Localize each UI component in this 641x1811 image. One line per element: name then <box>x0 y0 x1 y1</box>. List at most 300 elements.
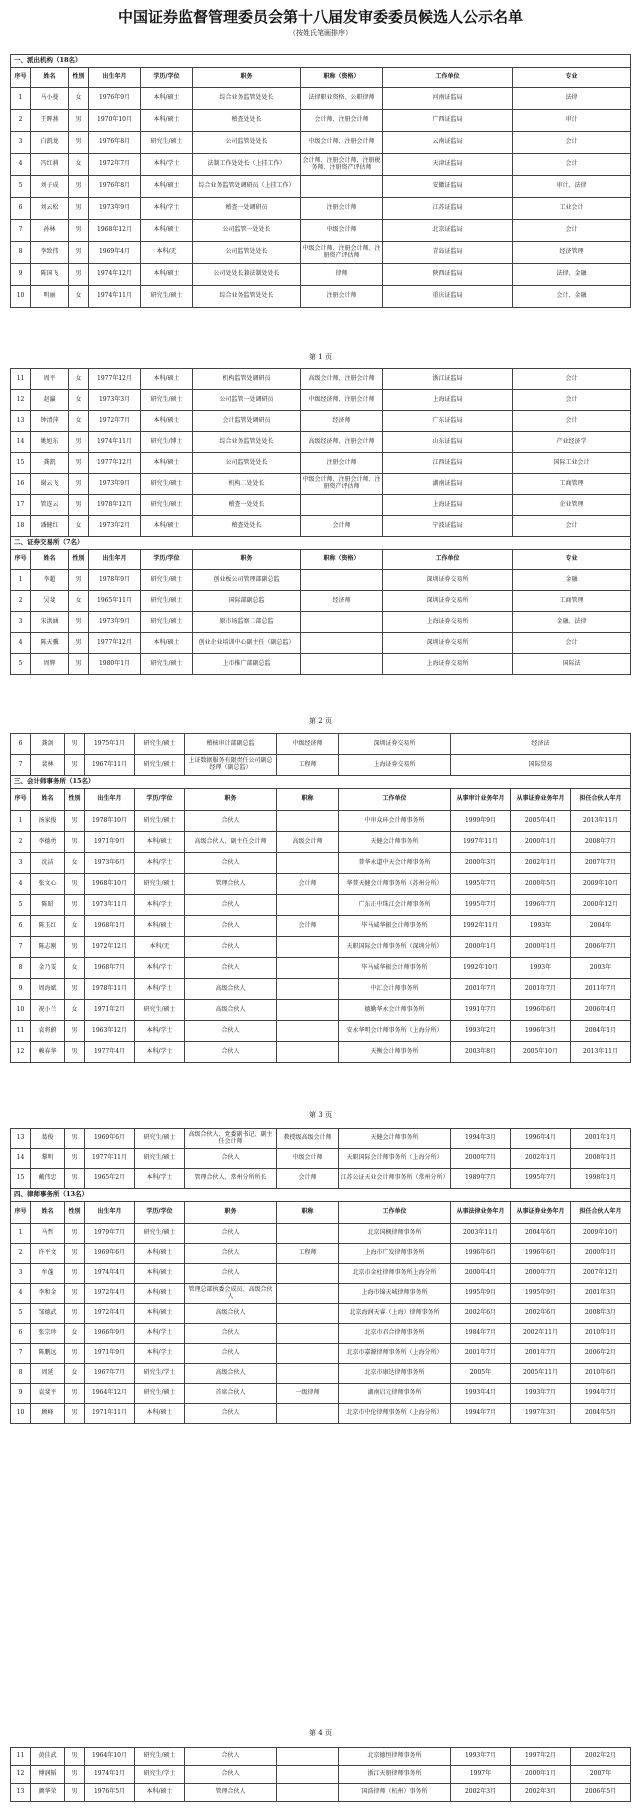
table-cell: 北京市中伦律师事务所（上海分所） <box>339 1404 451 1424</box>
column-header: 职称（资格） <box>301 68 383 88</box>
table-cell: 女 <box>69 154 89 176</box>
agency-exchange-table-page2 <box>10 368 631 675</box>
table-cell: 1993年7月 <box>511 1384 571 1404</box>
table-cell <box>301 612 383 633</box>
column-header: 学历/学位 <box>135 1202 185 1224</box>
table-cell: 国际贸易 <box>451 755 631 776</box>
table-cell <box>277 853 339 874</box>
table-cell: 1972年7月 <box>89 154 141 176</box>
table-cell: 傅润韬 <box>31 1766 65 1784</box>
table-cell: 女 <box>69 369 89 390</box>
table-cell: 会计监管处调研员 <box>193 411 301 432</box>
table-cell: 公司监管处处长 <box>193 242 301 264</box>
table-cell: 宁波证监局 <box>383 516 513 537</box>
page-number: 第 1 页 <box>309 353 332 361</box>
table-cell: 2004年1月 <box>571 1021 631 1042</box>
table-cell: 机构二处处长 <box>193 474 301 495</box>
table-cell: 龚凯 <box>31 453 69 474</box>
column-header: 姓名 <box>31 1202 65 1224</box>
table-cell: 2000年7月 <box>451 1149 511 1169</box>
table-cell: 金融 <box>513 570 631 591</box>
table-row <box>11 1021 631 1042</box>
table-cell: 合伙人 <box>185 1324 277 1344</box>
table-cell: 本科/学士 <box>135 979 185 1000</box>
table-cell: 冯红莉 <box>31 154 69 176</box>
table-cell: 会计师 <box>277 1169 339 1189</box>
table-cell: 15 <box>11 1169 31 1189</box>
column-header: 职称 <box>277 789 339 811</box>
table-cell: 创业企业培训中心副主任（副总监） <box>193 633 301 654</box>
table-cell: 本科/硕士 <box>141 110 193 132</box>
table-cell: 孙林 <box>31 220 69 242</box>
table-row <box>11 495 631 516</box>
table-cell: 1977年12月 <box>89 369 141 390</box>
table-cell: 3 <box>11 853 31 874</box>
table-cell: 本科/学士 <box>135 853 185 874</box>
table-cell: 2005年4月 <box>511 811 571 832</box>
table-cell: 9 <box>11 264 31 286</box>
table-cell: 2002年3月 <box>451 1784 511 1802</box>
table-cell: 湖南启元律师事务所 <box>339 1384 451 1404</box>
header-row <box>11 550 631 570</box>
column-header: 职务 <box>193 550 301 570</box>
table-cell: 工程师 <box>277 1244 339 1264</box>
table-cell: 1997年2月 <box>511 1748 571 1766</box>
table-cell: 4 <box>11 1284 31 1304</box>
table-row <box>11 1284 631 1304</box>
table-cell: 会计 <box>513 369 631 390</box>
table-cell: 工商管理 <box>513 474 631 495</box>
table-row <box>11 1784 631 1802</box>
table-cell: 2004年5月 <box>571 1404 631 1424</box>
table-cell: 本科/无 <box>135 937 185 958</box>
page-number: 第 4 页 <box>309 1729 332 1737</box>
table-row <box>11 1224 631 1244</box>
table-cell: 10 <box>11 286 31 308</box>
table-cell: 男 <box>69 612 89 633</box>
header-row <box>11 1202 631 1224</box>
table-cell: 女 <box>65 1324 85 1344</box>
table-cell: 国际工业会计 <box>513 453 631 474</box>
table-cell: 合伙人 <box>185 1224 277 1244</box>
table-cell: 会计师、注册会计师 <box>301 110 383 132</box>
table-cell: 上海证监局 <box>383 390 513 411</box>
table-row <box>11 264 631 286</box>
table-cell: 审计 <box>513 110 631 132</box>
table-cell: 研究生/硕士 <box>141 390 193 411</box>
table-cell <box>277 1021 339 1042</box>
document-subtitle: （按姓氏笔画排序） <box>289 29 352 37</box>
column-header: 序号 <box>11 68 31 88</box>
table-cell: 1993年7月 <box>451 1748 511 1766</box>
table-cell: 高级会计师 <box>277 832 339 853</box>
table-cell: 合伙人 <box>185 1042 277 1063</box>
table-cell: 周辉 <box>31 654 69 675</box>
table-cell: 马小曼 <box>31 88 69 110</box>
table-cell: 1968年7月 <box>85 958 135 979</box>
table-cell: 中级会计师 <box>301 220 383 242</box>
table-cell: 2002年1月 <box>511 853 571 874</box>
table-cell: 男 <box>69 242 89 264</box>
table-cell: 男 <box>69 474 89 495</box>
table-cell: 1989年7月 <box>451 1169 511 1189</box>
table-cell: 男 <box>69 110 89 132</box>
column-header: 学历/学位 <box>135 789 185 811</box>
table-cell: 龚剑 <box>31 734 65 755</box>
table-cell: 合伙人 <box>185 937 277 958</box>
table-cell: 山东证监局 <box>383 432 513 453</box>
table-cell: 会计师 <box>277 916 339 937</box>
table-cell: 德勤华永会计师事务所 <box>339 1000 451 1021</box>
column-header: 专业 <box>513 550 631 570</box>
table-cell: 研究生/博士 <box>141 432 193 453</box>
table-cell: 男 <box>69 264 89 286</box>
table-cell: 上市推广部副总监 <box>193 654 301 675</box>
table-cell: 刘云松 <box>31 198 69 220</box>
table-cell: 法律 <box>513 88 631 110</box>
table-cell: 金融、法律 <box>513 612 631 633</box>
table-cell: 研究生/硕士 <box>135 1748 185 1766</box>
table-cell: 中级会计师、注册会计师 <box>301 132 383 154</box>
table-cell: 1995年7月 <box>451 874 511 895</box>
table-cell: 男 <box>65 1304 85 1324</box>
column-header: 职务 <box>185 1202 277 1224</box>
table-cell: 2000年4月 <box>451 1264 511 1284</box>
table-cell: 本科/硕士 <box>141 176 193 198</box>
table-cell: 7 <box>11 937 31 958</box>
table-cell: 2006年5月 <box>571 1784 631 1802</box>
table-cell: 合伙人 <box>185 1021 277 1042</box>
table-cell: 12 <box>11 390 31 411</box>
table-cell: 研究生/硕士 <box>135 1224 185 1244</box>
table-cell: 5 <box>11 176 31 198</box>
table-row <box>11 979 631 1000</box>
column-header: 序号 <box>11 550 31 570</box>
table-cell: 本科/硕士 <box>135 1244 185 1264</box>
table-cell: 王晖燕 <box>31 110 69 132</box>
table-cell: 天衡会计师事务所 <box>339 1042 451 1063</box>
table-cell: 男 <box>65 1384 85 1404</box>
table-cell: 裴林 <box>31 755 65 776</box>
table-cell: 2000年3月 <box>451 853 511 874</box>
table-cell: 2 <box>11 832 31 853</box>
agency-table-page1 <box>10 54 631 308</box>
table-row <box>11 369 631 390</box>
table-cell: 会计 <box>513 411 631 432</box>
table-cell: 8 <box>11 242 31 264</box>
table-cell: 1971年11月 <box>85 1404 135 1424</box>
table-cell: 男 <box>65 1748 85 1766</box>
table-cell: 葛俊 <box>31 1129 65 1149</box>
section-heading: 三、会计师事务所（15名） <box>11 776 631 789</box>
table-cell: 本科/硕士 <box>141 88 193 110</box>
table-cell: 13 <box>11 1129 31 1149</box>
table-cell: 注册会计师 <box>301 286 383 308</box>
table-cell: 女 <box>69 591 89 612</box>
table-cell: 姚旭东 <box>31 432 69 453</box>
table-cell: 2000年7月 <box>511 1264 571 1284</box>
table-cell <box>277 937 339 958</box>
table-cell: 会计 <box>513 390 631 411</box>
table-cell: 18 <box>11 516 31 537</box>
table-cell: 吴斐 <box>31 591 69 612</box>
table-cell: 14 <box>11 1149 31 1169</box>
table-cell: 1967年11月 <box>85 755 135 776</box>
table-cell: 天健会计师事务所 <box>339 832 451 853</box>
table-cell: 2000年12月 <box>571 895 631 916</box>
table-row <box>11 516 631 537</box>
table-cell: 中级经济师、注册会计师 <box>301 390 383 411</box>
table-cell: 2008年3月 <box>571 1304 631 1324</box>
table-cell: 合伙人 <box>185 1748 277 1766</box>
table-cell: 2006年7月 <box>571 937 631 958</box>
table-row <box>11 1264 631 1284</box>
table-row <box>11 88 631 110</box>
table-row <box>11 958 631 979</box>
table-cell: 合伙人 <box>185 1766 277 1784</box>
table-cell: 合伙人 <box>185 853 277 874</box>
table-cell: 黄佳武 <box>31 1748 65 1766</box>
table-cell: 金乃雯 <box>31 958 65 979</box>
table-cell: 重庆证监局 <box>383 286 513 308</box>
table-cell: 会计师 <box>277 874 339 895</box>
section-heading: 四、律师事务所（13名） <box>11 1189 631 1202</box>
table-cell <box>277 1766 339 1784</box>
table-cell: 中级会计师、注册会计师、注册资产评估师 <box>301 474 383 495</box>
table-cell: 9 <box>11 979 31 1000</box>
table-cell: 研究生/硕士 <box>141 495 193 516</box>
column-header: 工作单位 <box>339 789 451 811</box>
table-cell: 天职国际会计师事务所（上海分所） <box>339 1149 451 1169</box>
column-header: 姓名 <box>31 550 69 570</box>
table-row <box>11 811 631 832</box>
column-header: 职务 <box>185 789 277 811</box>
table-cell: 男 <box>65 1766 85 1784</box>
table-cell: 江西证监局 <box>383 453 513 474</box>
table-cell: 11 <box>11 369 31 390</box>
table-cell: 男 <box>65 1344 85 1364</box>
table-cell: 1996年6月 <box>511 1244 571 1264</box>
table-cell <box>277 1364 339 1384</box>
table-cell: 1977年12月 <box>89 453 141 474</box>
table-row <box>11 570 631 591</box>
table-cell: 本科/硕士 <box>141 411 193 432</box>
table-cell: 本科/学士 <box>135 1021 185 1042</box>
table-cell: 12 <box>11 1766 31 1784</box>
column-header: 出生年月 <box>89 68 141 88</box>
table-row <box>11 1766 631 1784</box>
table-row <box>11 1129 631 1149</box>
table-cell: 深圳证券交易所 <box>383 591 513 612</box>
table-cell: 白凯龙 <box>31 132 69 154</box>
table-cell: 上海市广发律师事务所 <box>339 1244 451 1264</box>
table-row <box>11 411 631 432</box>
table-cell: 2008年7月 <box>571 832 631 853</box>
table-cell: 创业板公司管理部副总监 <box>193 570 301 591</box>
column-header: 出生年月 <box>85 1202 135 1224</box>
table-cell: 公司处处长兼法制处处长 <box>193 264 301 286</box>
table-cell: 2011年7月 <box>571 979 631 1000</box>
table-cell: 1973年2月 <box>89 516 141 537</box>
table-cell: 综合业务监管处处长 <box>193 286 301 308</box>
table-cell: 1979年7月 <box>85 1224 135 1244</box>
table-cell: 普华永道中天会计师事务所 <box>339 853 451 874</box>
table-cell: 1978年9月 <box>89 570 141 591</box>
table-cell: 研究生/硕士 <box>135 755 185 776</box>
table-cell: 1967年7月 <box>85 1364 135 1384</box>
table-cell: 浙江天册律师事务所 <box>339 1766 451 1784</box>
table-cell: 男 <box>69 176 89 198</box>
table-cell: 1965年11月 <box>89 591 141 612</box>
table-cell: 经济法 <box>451 734 631 755</box>
column-header: 职务 <box>193 68 301 88</box>
table-cell: 本科/硕士 <box>141 369 193 390</box>
table-cell: 高级合伙人、党委副书记、副主任会计师 <box>185 1129 277 1149</box>
column-header: 从事证券业务年月 <box>511 789 571 811</box>
table-cell: 4 <box>11 874 31 895</box>
table-cell: 李和金 <box>31 1284 65 1304</box>
table-cell: 本科/学士 <box>141 154 193 176</box>
table-cell: 1966年9月 <box>85 1324 135 1344</box>
table-cell <box>277 1264 339 1284</box>
table-cell: 2009年10月 <box>571 1224 631 1244</box>
table-cell: 2002年6月 <box>451 1304 511 1324</box>
table-cell <box>277 811 339 832</box>
table-cell: 1973年9月 <box>89 612 141 633</box>
table-cell: 研究生/硕士 <box>141 286 193 308</box>
table-cell: 研究生/硕士 <box>141 591 193 612</box>
table-cell: 1976年9月 <box>89 88 141 110</box>
table-cell: 高级会计师、注册会计师 <box>301 369 383 390</box>
table-cell <box>301 495 383 516</box>
table-cell: 男 <box>69 570 89 591</box>
table-cell: 1976年8月 <box>89 176 141 198</box>
section-heading: 一、派出机构（18名） <box>11 55 631 68</box>
table-cell: 1977年11月 <box>85 1149 135 1169</box>
table-cell: 会计师 <box>301 516 383 537</box>
page-number: 第 2 页 <box>309 717 332 725</box>
table-cell: 稽查一处调研员 <box>193 198 301 220</box>
table-cell: 湖南证监局 <box>383 474 513 495</box>
table-cell: 1975年1月 <box>85 734 135 755</box>
table-cell: 2000年1月 <box>511 1766 571 1784</box>
column-header: 担任合伙人年月 <box>571 789 631 811</box>
table-cell: 赵瀛 <box>31 390 69 411</box>
table-cell: 张宗珍 <box>31 1324 65 1344</box>
table-row <box>11 220 631 242</box>
table-cell: 女 <box>69 88 89 110</box>
table-row <box>11 591 631 612</box>
table-cell: 女 <box>69 516 89 537</box>
table-cell: 1968年12月 <box>89 220 141 242</box>
table-cell: 1993年4月 <box>451 1384 511 1404</box>
table-cell: 工商管理 <box>513 591 631 612</box>
table-cell: 男 <box>65 755 85 776</box>
table-cell: 1994年7月 <box>451 1404 511 1424</box>
table-cell: 1965年2月 <box>85 1169 135 1189</box>
table-cell: 审计、法律 <box>513 176 631 198</box>
table-cell: 稽查一处处长 <box>193 495 301 516</box>
table-cell: 1974年4月 <box>85 1264 135 1284</box>
table-row <box>11 154 631 176</box>
table-cell: 1973年11月 <box>85 895 135 916</box>
column-header: 序号 <box>11 789 31 811</box>
table-cell: 机构监管处调研员 <box>193 369 301 390</box>
table-row <box>11 874 631 895</box>
table-cell: 1974年12月 <box>89 264 141 286</box>
table-cell: 4 <box>11 154 31 176</box>
table-cell: 1993年 <box>511 916 571 937</box>
column-header: 从事法律业务年月 <box>451 1202 511 1224</box>
table-cell: 陈天骥 <box>31 633 69 654</box>
table-cell <box>277 1224 339 1244</box>
table-cell: 2010年1月 <box>571 1324 631 1344</box>
table-cell: 1971年9月 <box>85 1344 135 1364</box>
table-cell: 高级合伙人、副主任会计师 <box>185 832 277 853</box>
table-cell: 男 <box>65 895 85 916</box>
table-cell: 国浩律师（杭州）事务所 <box>339 1784 451 1802</box>
table-cell: 女 <box>65 916 85 937</box>
table-cell: 1971年2月 <box>85 1000 135 1021</box>
table-row <box>11 1344 631 1364</box>
table-cell: 2001年7月 <box>451 979 511 1000</box>
table-cell: 高级合伙人 <box>185 1304 277 1324</box>
table-cell: 男 <box>65 937 85 958</box>
table-cell: 男 <box>69 654 89 675</box>
table-cell: 2000年1月 <box>451 937 511 958</box>
table-cell: 本科/学士 <box>135 1344 185 1364</box>
table-cell: 天职国际会计师事务所（深圳分所） <box>339 937 451 958</box>
table-cell: 2002年6月 <box>511 1304 571 1324</box>
table-cell: 河南证监局 <box>383 88 513 110</box>
table-cell: 1969年6月 <box>85 1244 135 1264</box>
table-cell: 1996年6月 <box>511 1000 571 1021</box>
table-cell: 13 <box>11 411 31 432</box>
table-cell: 戴伟忠 <box>31 1169 65 1189</box>
table-cell: 宋洪涵 <box>31 612 69 633</box>
table-cell: 上海证券交易所 <box>383 612 513 633</box>
column-header: 性别 <box>69 68 89 88</box>
table-row <box>11 612 631 633</box>
table-row <box>11 198 631 220</box>
table-cell: 1969年6月 <box>85 1129 135 1149</box>
table-cell: 1968年10月 <box>85 874 135 895</box>
table-row <box>11 654 631 675</box>
column-header: 姓名 <box>31 68 69 88</box>
table-cell: 1969年4月 <box>89 242 141 264</box>
table-cell: 周延 <box>31 1364 65 1384</box>
table-cell: 中审众环会计师事务所 <box>339 811 451 832</box>
table-cell: 男 <box>65 1169 85 1189</box>
table-cell: 一级律师 <box>277 1384 339 1404</box>
table-cell: 男 <box>65 1021 85 1042</box>
column-header: 担任合伙人年月 <box>571 1202 631 1224</box>
table-cell: 1996年6月 <box>451 1244 511 1264</box>
table-cell: 上海证券交易所 <box>383 654 513 675</box>
table-cell: 女 <box>69 411 89 432</box>
table-cell: 袁将蔚 <box>31 1021 65 1042</box>
table-cell: 北京海润天睿（上海）律师事务所 <box>339 1304 451 1324</box>
table-cell: 本科/硕士 <box>141 633 193 654</box>
table-cell: 2000年5月 <box>511 874 571 895</box>
table-cell: 2002年3月 <box>511 1784 571 1802</box>
table-cell: 男 <box>65 1404 85 1424</box>
table-cell: 本科/硕士 <box>135 832 185 853</box>
table-row <box>11 132 631 154</box>
column-header: 工作单位 <box>339 1202 451 1224</box>
table-cell: 3 <box>11 132 31 154</box>
table-cell: 1973年3月 <box>89 390 141 411</box>
